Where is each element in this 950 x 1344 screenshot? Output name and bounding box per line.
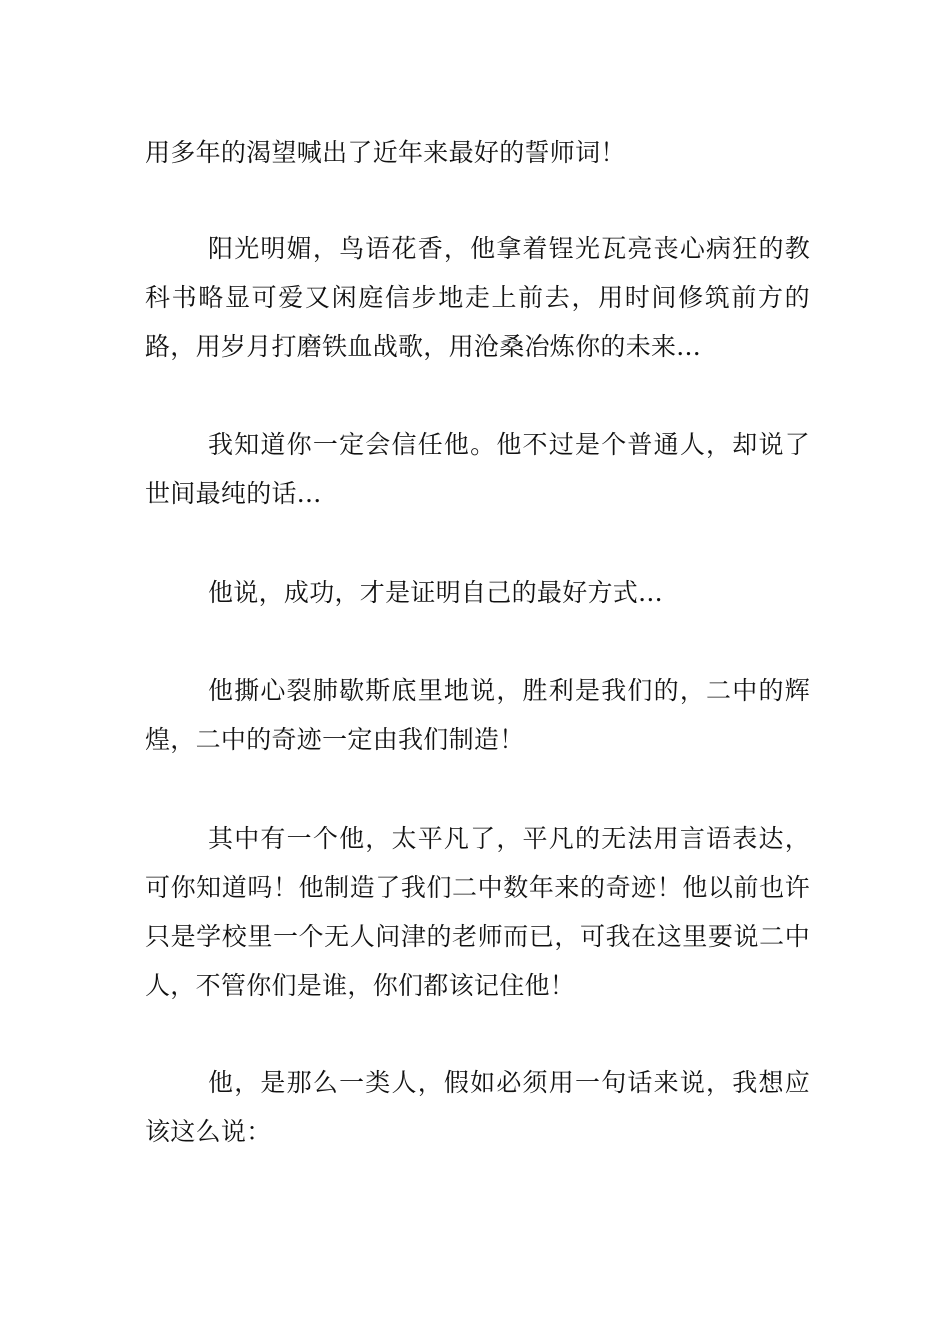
paragraph: 他说，成功，才是证明自己的最好方式... [208,578,663,607]
paragraph: 他，是那么一类人，假如必须用一句话来说，我想应该这么说： [145,1068,810,1146]
paragraph: 其中有一个他，太平凡了，平凡的无法用言语表达，可你知道吗！他制造了我们二中数年来的奇迹！他以前也许只是学校里一个无人问津的老师而已，可我在这里要说二中人，不管你们是谁，你们都该记住他！ [145,824,810,1000]
paragraph-continuation: 用多年的渴望喊出了近年来最好的誓师词！ [145,138,626,167]
paragraph: 我知道你一定会信任他。他不过是个普通人，却说了世间最纯的话... [145,430,810,508]
paragraph: 阳光明媚，鸟语花香，他拿着锃光瓦亮丧心病狂的教科书略显可爱又闲庭信步地走上前去，用时间修筑前方的路，用岁月打磨铁血战歌，用沧桑冶炼你的未来... [145,234,810,361]
paragraph: 他撕心裂肺歇斯底里地说，胜利是我们的，二中的辉煌，二中的奇迹一定由我们制造！ [145,676,810,754]
